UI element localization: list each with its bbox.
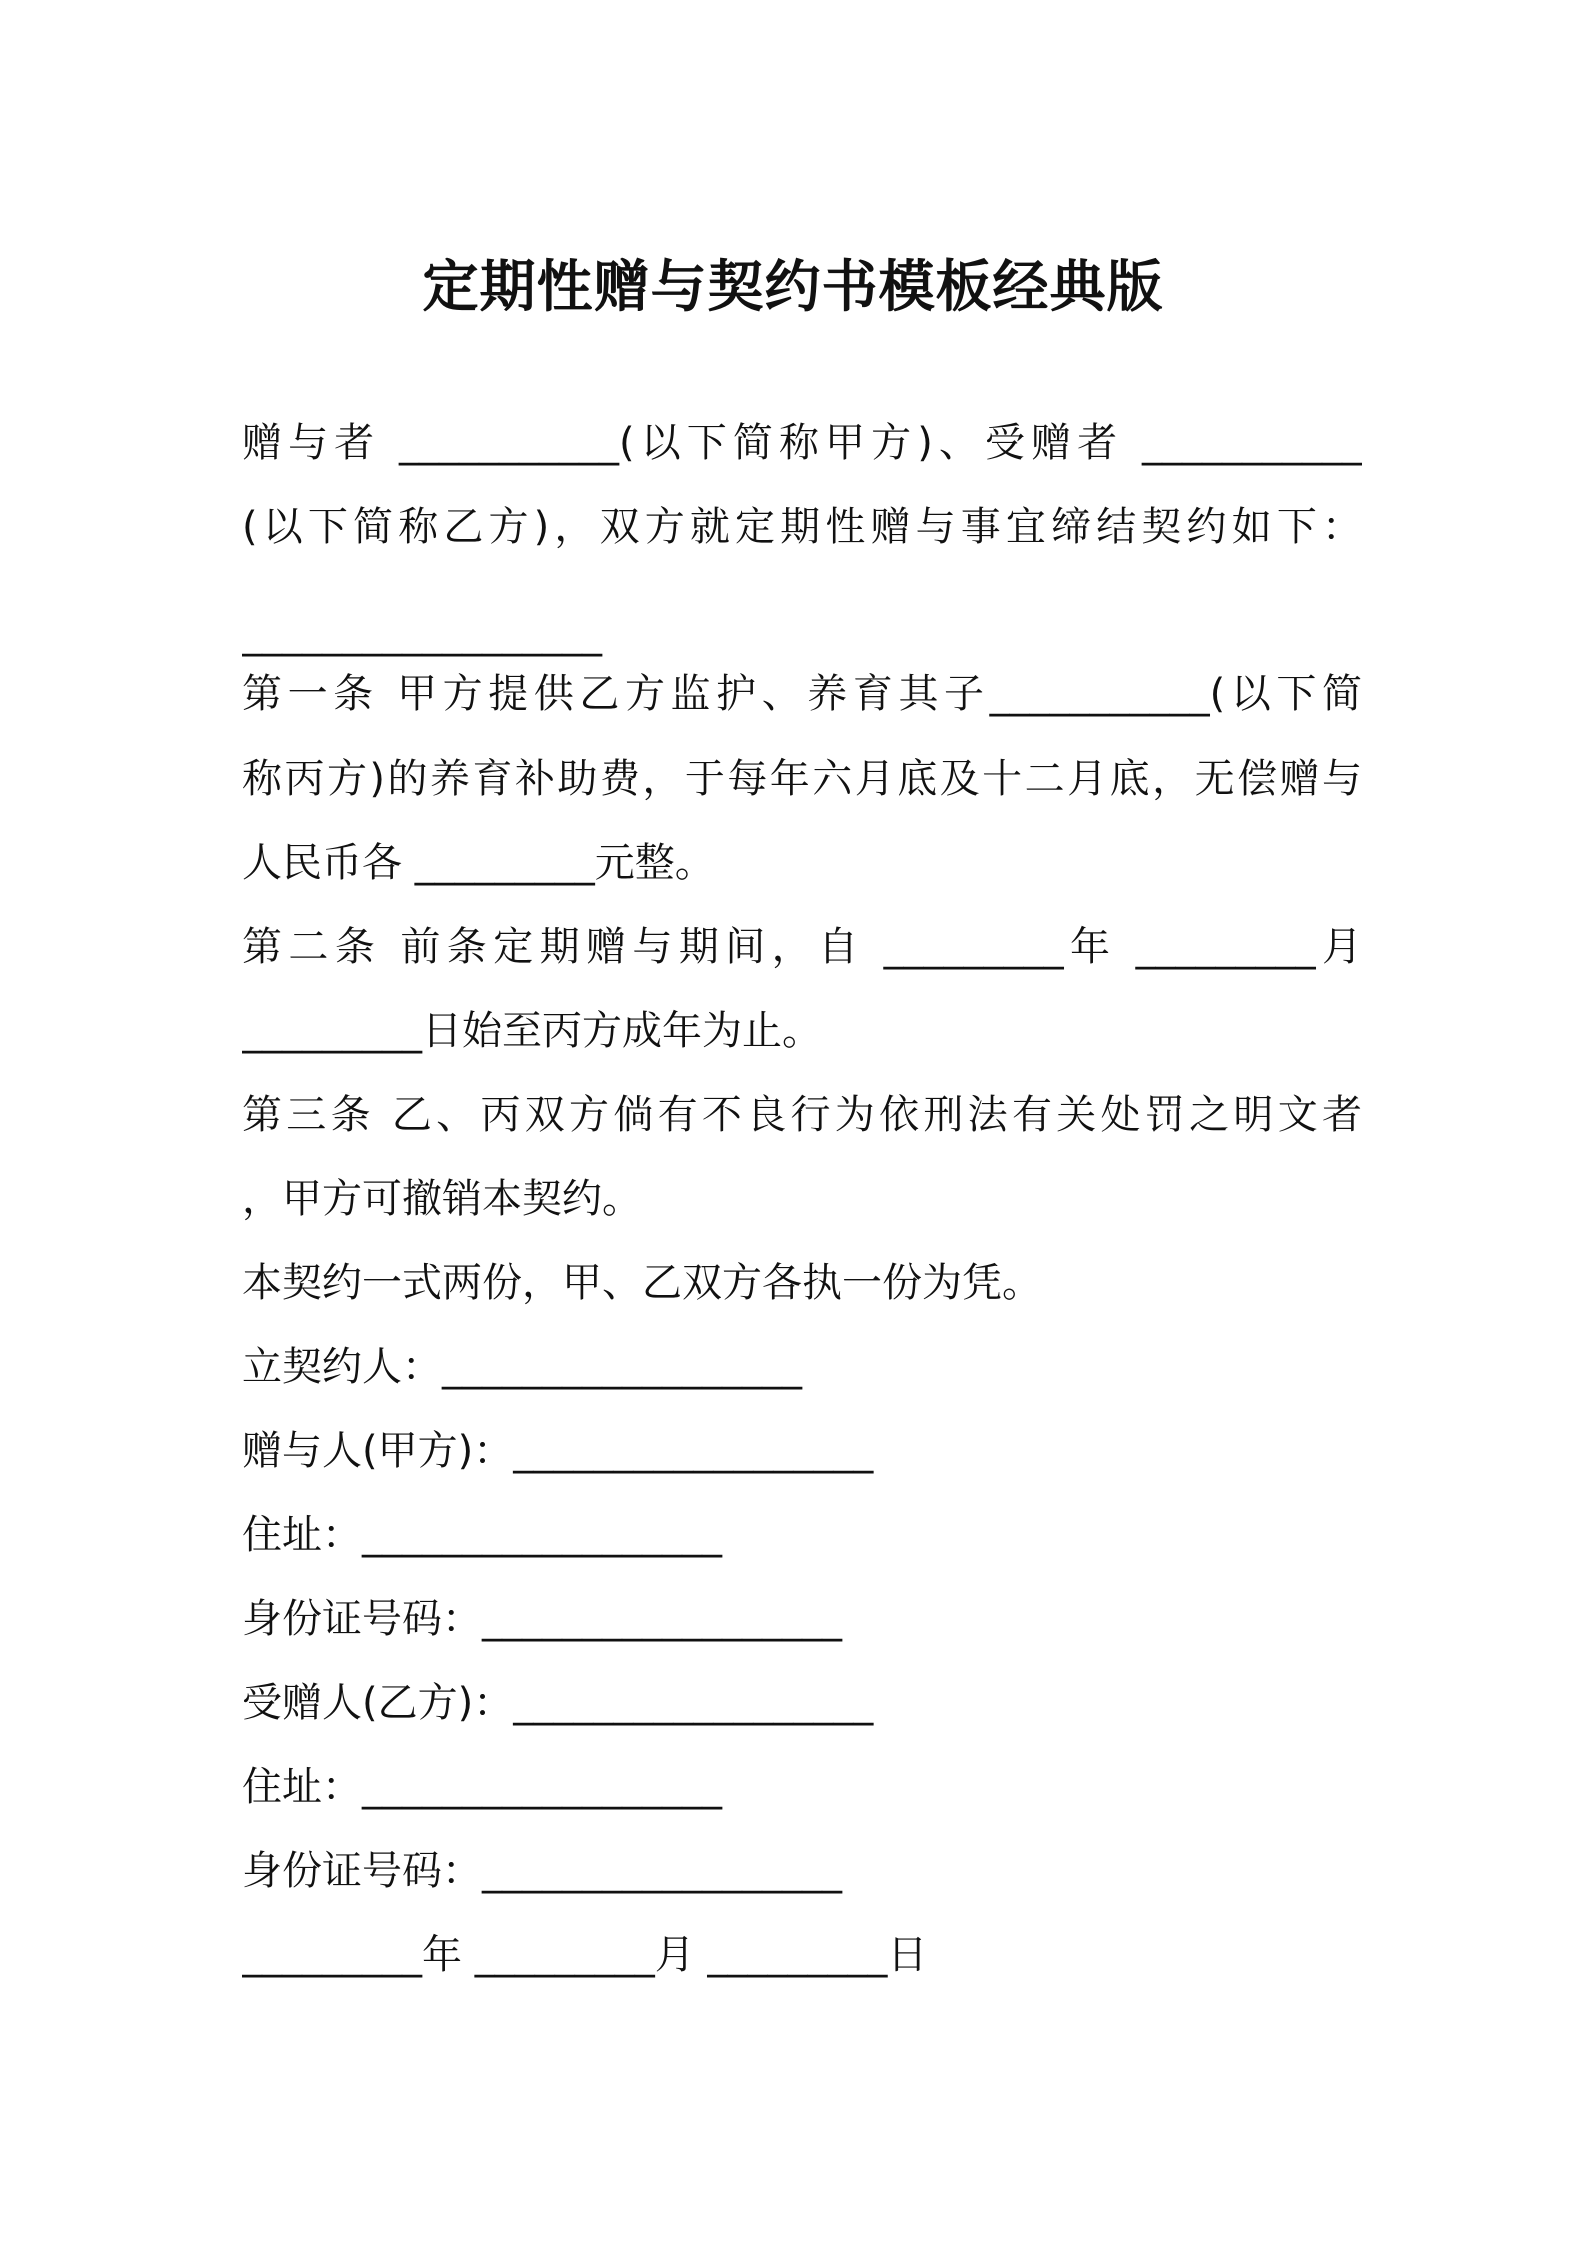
donee-address-field: 住址：__________________ (242, 1764, 722, 1810)
article-1-line-2: 称丙方)的养育补助费，于每年六月底及十二月底，无偿赠与 (242, 756, 1362, 802)
contractor-field: 立契约人：__________________ (242, 1344, 802, 1390)
donor-id-field: 身份证号码：__________________ (242, 1596, 842, 1642)
article-2-line-1: 第二条 前条定期赠与期间，自 _________年 _________月 (242, 924, 1362, 970)
document-title: 定期性赠与契约书模板经典版 (422, 255, 1164, 320)
date-field: _________年 _________月 _________日 (242, 1932, 928, 1978)
article-1-line-3: 人民币各 _________元整。 (242, 840, 715, 886)
donor-address-field: 住址：__________________ (242, 1512, 722, 1558)
intro-blank-line: __________________ (242, 611, 602, 657)
copies-clause: 本契约一式两份，甲、乙双方各执一份为凭。 (242, 1260, 1042, 1306)
article-3-line-1: 第三条 乙、丙双方倘有不良行为依刑法有关处罚之明文者 (242, 1092, 1362, 1138)
article-2-line-2: _________日始至丙方成年为止。 (242, 1008, 822, 1054)
article-3-line-2: ，甲方可撤销本契约。 (242, 1176, 642, 1222)
donee-field: 受赠人(乙方)：__________________ (242, 1680, 874, 1726)
article-1-line-1: 第一条 甲方提供乙方监护、养育其子___________(以下简 (242, 671, 1362, 717)
intro-line-2: (以下简称乙方)，双方就定期性赠与事宜缔结契约如下： (242, 504, 1362, 550)
intro-line-1: 赠与者 ___________(以下简称甲方)、受赠者 ___________ (242, 420, 1362, 466)
donee-id-field: 身份证号码：__________________ (242, 1848, 842, 1894)
donor-field: 赠与人(甲方)：__________________ (242, 1428, 874, 1474)
